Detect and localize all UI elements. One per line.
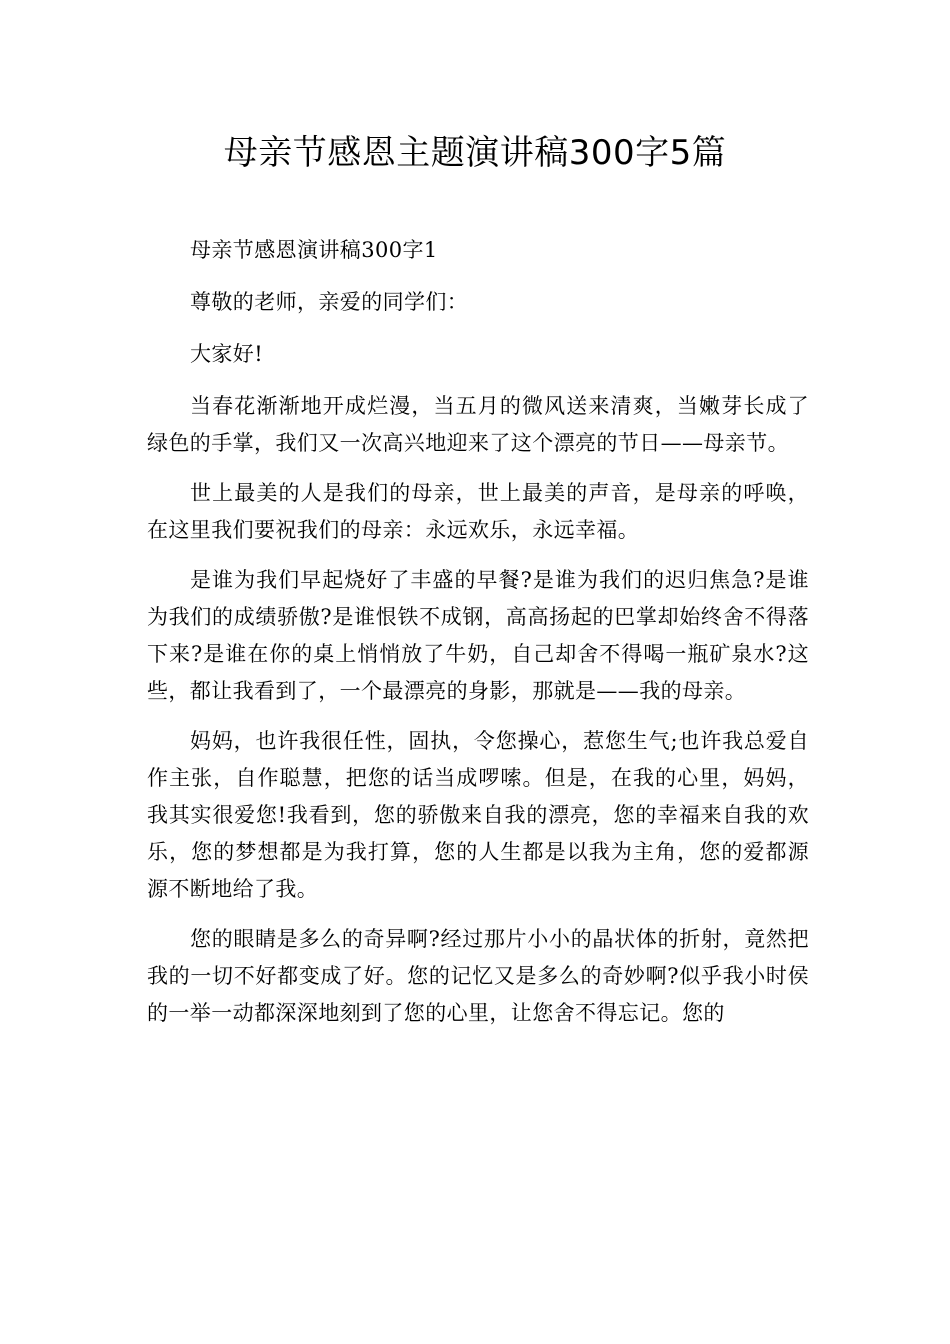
salutation: 尊敬的老师，亲爱的同学们： bbox=[190, 290, 469, 314]
greeting: 大家好! bbox=[190, 342, 264, 366]
section-heading: 母亲节感恩演讲稿300字1 bbox=[190, 238, 438, 262]
paragraph: 世上最美的人是我们的母亲，世上最美的声音，是母亲的呼唤，在这里我们要祝我们的母亲：永远欢乐，永远幸福。 bbox=[147, 481, 809, 542]
paragraph: 妈妈，也许我很任性，固执，令您操心，惹您生气;也许我总爱自作主张，自作聪慧，把您的话当成啰嗦。但是，在我的心里，妈妈，我其实很爱您!我看到，您的骄傲来自我的漂亮，您的幸福来自我的欢乐，您的梦想都是为我打算，您的人生都是以我为主角，您的爱都源源不断地给了我。 bbox=[147, 729, 809, 901]
paragraph: 您的眼睛是多么的奇异啊?经过那片小小的晶状体的折射，竟然把我的一切不好都变成了好。您的记忆又是多么的奇妙啊?似乎我小时侯的一举一动都深深地刻到了您的心里，让您舍不得忘记。您的 bbox=[147, 927, 809, 1025]
document-body bbox=[147, 232, 809, 1045]
document-title: 母亲节感恩主题演讲稿300字5篇 bbox=[223, 133, 727, 173]
paragraph: 是谁为我们早起烧好了丰盛的早餐?是谁为我们的迟归焦急?是谁为我们的成绩骄傲?是谁恨铁不成钢，高高扬起的巴掌却始终舍不得落下来?是谁在你的桌上悄悄放了牛奶，自己却舍不得喝一瓶矿泉水?这些，都让我看到了，一个最漂亮的身影，那就是——我的母亲。 bbox=[147, 568, 809, 703]
paragraph: 当春花渐渐地开成烂漫，当五月的微风送来清爽，当嫩芽长成了绿色的手掌，我们又一次高兴地迎来了这个漂亮的节日——母亲节。 bbox=[147, 394, 809, 455]
